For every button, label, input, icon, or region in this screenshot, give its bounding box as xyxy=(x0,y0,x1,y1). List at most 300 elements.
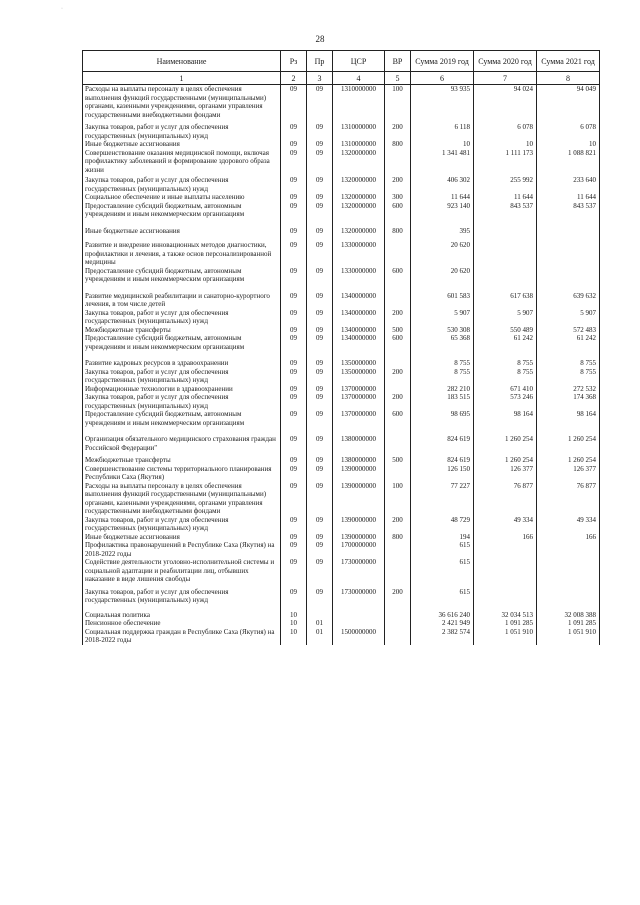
row-vr: 200 xyxy=(385,309,411,326)
row-name: Межбюджетные трансферты xyxy=(83,456,281,465)
column-index: 5 xyxy=(385,72,411,85)
table-row xyxy=(83,533,600,542)
row-vr xyxy=(385,611,411,620)
row-rz: 09 xyxy=(281,588,307,611)
row-sum-2020: 98 164 xyxy=(474,410,537,435)
row-sum-2020: 550 489 xyxy=(474,326,537,335)
row-rz: 09 xyxy=(281,368,307,385)
row-sum-2021: 1 260 254 xyxy=(537,435,600,456)
row-csr xyxy=(333,619,385,628)
row-csr: 1320000000 xyxy=(333,193,385,202)
row-vr: 600 xyxy=(385,267,411,292)
row-vr: 800 xyxy=(385,533,411,542)
row-vr xyxy=(385,619,411,628)
row-name: Совершенствование оказания медицинской помощи, включая профилактику заболеваний и формирование здорового образа жизни xyxy=(83,149,281,177)
table-row xyxy=(83,267,600,292)
row-pr: 09 xyxy=(307,541,333,558)
row-rz: 09 xyxy=(281,326,307,335)
row-sum-2019: 10 xyxy=(411,140,474,149)
row-csr: 1380000000 xyxy=(333,456,385,465)
row-rz: 09 xyxy=(281,176,307,193)
row-csr: 1320000000 xyxy=(333,227,385,242)
row-name: Совершенствование системы территориального планирования Республики Саха (Якутия) xyxy=(83,465,281,482)
row-sum-2019: 20 620 xyxy=(411,267,474,292)
row-csr: 1500000000 xyxy=(333,628,385,645)
row-rz: 10 xyxy=(281,628,307,645)
row-rz: 09 xyxy=(281,410,307,435)
table-row xyxy=(83,410,600,435)
row-vr xyxy=(385,292,411,309)
row-sum-2019: 183 515 xyxy=(411,393,474,410)
row-sum-2020: 617 638 xyxy=(474,292,537,309)
row-rz: 09 xyxy=(281,334,307,359)
row-sum-2020: 1 260 254 xyxy=(474,456,537,465)
row-pr: 09 xyxy=(307,393,333,410)
row-csr: 1330000000 xyxy=(333,241,385,267)
row-sum-2019: 194 xyxy=(411,533,474,542)
row-pr: 09 xyxy=(307,385,333,394)
row-name: Социальная политика xyxy=(83,611,281,620)
row-vr: 500 xyxy=(385,326,411,335)
row-sum-2021: 11 644 xyxy=(537,193,600,202)
row-vr: 200 xyxy=(385,393,411,410)
row-pr: 09 xyxy=(307,533,333,542)
table-row xyxy=(83,393,600,410)
row-vr xyxy=(385,465,411,482)
row-vr xyxy=(385,149,411,177)
table-row xyxy=(83,149,600,177)
table-row xyxy=(83,176,600,193)
row-csr: 1340000000 xyxy=(333,326,385,335)
row-rz: 10 xyxy=(281,619,307,628)
row-sum-2021: 174 368 xyxy=(537,393,600,410)
row-name: Организация обязательного медицинского страхования граждан Российской Федерации" xyxy=(83,435,281,456)
row-csr: 1310000000 xyxy=(333,140,385,149)
row-sum-2020: 166 xyxy=(474,533,537,542)
row-sum-2019: 282 210 xyxy=(411,385,474,394)
row-pr: 09 xyxy=(307,516,333,533)
row-csr: 1730000000 xyxy=(333,588,385,611)
row-sum-2021 xyxy=(537,267,600,292)
table-row xyxy=(83,385,600,394)
row-sum-2020 xyxy=(474,558,537,588)
row-sum-2020: 49 334 xyxy=(474,516,537,533)
row-csr: 1380000000 xyxy=(333,435,385,456)
row-csr: 1320000000 xyxy=(333,176,385,193)
row-sum-2020: 1 051 910 xyxy=(474,628,537,645)
row-name: Содействие деятельности уголовно-исполнительной системы и социальной адаптации и реабилитации лиц, отбывших наказание в виде лишения свободы xyxy=(83,558,281,588)
row-rz: 09 xyxy=(281,267,307,292)
row-vr xyxy=(385,385,411,394)
row-name: Закупка товаров, работ и услуг для обеспечения государственных (муниципальных) нужд xyxy=(83,368,281,385)
row-sum-2021: 32 008 388 xyxy=(537,611,600,620)
row-sum-2019: 395 xyxy=(411,227,474,242)
row-vr: 200 xyxy=(385,516,411,533)
table-row xyxy=(83,588,600,611)
table-row xyxy=(83,202,600,227)
row-name: Закупка товаров, работ и услуг для обеспечения государственных (муниципальных) нужд xyxy=(83,393,281,410)
row-sum-2020: 843 537 xyxy=(474,202,537,227)
row-rz: 09 xyxy=(281,393,307,410)
row-pr: 09 xyxy=(307,267,333,292)
row-name: Развитие медицинской реабилитации и санаторно-курортного лечения, в том числе детей xyxy=(83,292,281,309)
table-header-row xyxy=(83,51,600,72)
row-sum-2019: 5 907 xyxy=(411,309,474,326)
row-sum-2020: 76 877 xyxy=(474,482,537,516)
row-sum-2021: 272 532 xyxy=(537,385,600,394)
row-pr: 09 xyxy=(307,123,333,140)
table-row xyxy=(83,241,600,267)
row-sum-2019: 601 583 xyxy=(411,292,474,309)
row-rz: 09 xyxy=(281,85,307,124)
row-sum-2020: 5 907 xyxy=(474,309,537,326)
row-sum-2020: 61 242 xyxy=(474,334,537,359)
row-name: Закупка товаров, работ и услуг для обеспечения государственных (муниципальных) нужд xyxy=(83,588,281,611)
row-sum-2021: 8 755 xyxy=(537,368,600,385)
row-pr: 09 xyxy=(307,359,333,368)
row-csr: 1370000000 xyxy=(333,385,385,394)
row-csr: 1350000000 xyxy=(333,368,385,385)
budget-table xyxy=(82,50,600,645)
table-row xyxy=(83,326,600,335)
row-sum-2020 xyxy=(474,541,537,558)
row-name: Закупка товаров, работ и услуг для обеспечения государственных (муниципальных) нужд xyxy=(83,516,281,533)
row-sum-2021: 572 483 xyxy=(537,326,600,335)
row-rz: 09 xyxy=(281,149,307,177)
row-vr: 600 xyxy=(385,410,411,435)
row-sum-2021: 639 632 xyxy=(537,292,600,309)
row-name: Профилактика правонарушений в Республике Саха (Якутия) на 2018-2022 годы xyxy=(83,541,281,558)
row-pr: 09 xyxy=(307,368,333,385)
row-sum-2021: 1 091 285 xyxy=(537,619,600,628)
row-vr: 100 xyxy=(385,85,411,124)
row-sum-2021: 126 377 xyxy=(537,465,600,482)
row-pr xyxy=(307,611,333,620)
row-rz: 09 xyxy=(281,227,307,242)
table-row xyxy=(83,516,600,533)
row-sum-2019: 406 302 xyxy=(411,176,474,193)
row-name: Развитие и внедрение инновационных методов диагностики, профилактики и лечения, а также основ персонализированной медицины xyxy=(83,241,281,267)
row-rz: 09 xyxy=(281,309,307,326)
header-sum-2019: Сумма 2019 год xyxy=(411,51,474,72)
column-index: 4 xyxy=(333,72,385,85)
row-name: Развитие кадровых ресурсов в здравоохранении xyxy=(83,359,281,368)
row-csr: 1390000000 xyxy=(333,465,385,482)
row-sum-2020: 8 755 xyxy=(474,359,537,368)
column-index: 2 xyxy=(281,72,307,85)
row-name: Предоставление субсидий бюджетным, автономным учреждениям и иным некоммерческим организациям xyxy=(83,202,281,227)
table-row xyxy=(83,456,600,465)
table-row xyxy=(83,359,600,368)
row-pr: 09 xyxy=(307,326,333,335)
column-index-row xyxy=(83,72,600,85)
row-rz: 09 xyxy=(281,140,307,149)
table-row xyxy=(83,628,600,645)
column-index: 1 xyxy=(83,72,281,85)
row-rz: 09 xyxy=(281,385,307,394)
row-csr: 1390000000 xyxy=(333,482,385,516)
row-sum-2019: 615 xyxy=(411,541,474,558)
row-sum-2020: 6 078 xyxy=(474,123,537,140)
scan-artifact: · xyxy=(61,6,63,12)
row-name: Закупка товаров, работ и услуг для обеспечения государственных (муниципальных) нужд xyxy=(83,176,281,193)
table-row xyxy=(83,123,600,140)
row-pr: 09 xyxy=(307,227,333,242)
table-row xyxy=(83,85,600,124)
row-sum-2019: 65 368 xyxy=(411,334,474,359)
row-sum-2020: 255 992 xyxy=(474,176,537,193)
row-pr: 09 xyxy=(307,85,333,124)
row-csr: 1330000000 xyxy=(333,267,385,292)
row-vr: 200 xyxy=(385,588,411,611)
header-csr: ЦСР xyxy=(333,51,385,72)
row-csr xyxy=(333,611,385,620)
row-vr: 800 xyxy=(385,227,411,242)
row-csr: 1730000000 xyxy=(333,558,385,588)
row-sum-2020: 671 410 xyxy=(474,385,537,394)
table-row xyxy=(83,465,600,482)
row-rz: 09 xyxy=(281,465,307,482)
row-name: Закупка товаров, работ и услуг для обеспечения государственных (муниципальных) нужд xyxy=(83,123,281,140)
row-sum-2020 xyxy=(474,588,537,611)
row-rz: 09 xyxy=(281,541,307,558)
row-sum-2019: 824 619 xyxy=(411,435,474,456)
row-vr: 100 xyxy=(385,482,411,516)
row-sum-2021: 166 xyxy=(537,533,600,542)
header-sum-2021: Сумма 2021 год xyxy=(537,51,600,72)
row-vr xyxy=(385,359,411,368)
row-pr: 09 xyxy=(307,588,333,611)
column-index: 3 xyxy=(307,72,333,85)
row-csr: 1340000000 xyxy=(333,292,385,309)
row-name: Предоставление субсидий бюджетным, автономным учреждениям и иным некоммерческим организациям xyxy=(83,334,281,359)
row-csr: 1390000000 xyxy=(333,533,385,542)
row-name: Предоставление субсидий бюджетным, автономным учреждениям и иным некоммерческим организациям xyxy=(83,267,281,292)
row-csr: 1370000000 xyxy=(333,393,385,410)
row-pr: 09 xyxy=(307,410,333,435)
column-index: 6 xyxy=(411,72,474,85)
row-sum-2020: 1 111 173 xyxy=(474,149,537,177)
row-pr: 09 xyxy=(307,465,333,482)
row-sum-2019: 615 xyxy=(411,558,474,588)
table-row xyxy=(83,193,600,202)
row-sum-2021: 61 242 xyxy=(537,334,600,359)
row-sum-2019: 77 227 xyxy=(411,482,474,516)
table-row xyxy=(83,334,600,359)
row-sum-2020 xyxy=(474,267,537,292)
column-index: 8 xyxy=(537,72,600,85)
row-rz: 09 xyxy=(281,482,307,516)
row-csr: 1340000000 xyxy=(333,309,385,326)
row-sum-2021 xyxy=(537,241,600,267)
row-pr: 09 xyxy=(307,292,333,309)
row-sum-2019: 824 619 xyxy=(411,456,474,465)
row-sum-2019: 6 118 xyxy=(411,123,474,140)
row-vr: 600 xyxy=(385,334,411,359)
row-pr: 09 xyxy=(307,202,333,227)
header-sum-2020: Сумма 2020 год xyxy=(474,51,537,72)
row-csr: 1340000000 xyxy=(333,334,385,359)
row-pr: 09 xyxy=(307,558,333,588)
row-sum-2021: 8 755 xyxy=(537,359,600,368)
row-pr: 09 xyxy=(307,435,333,456)
row-sum-2021: 5 907 xyxy=(537,309,600,326)
row-sum-2019: 2 382 574 xyxy=(411,628,474,645)
row-pr: 09 xyxy=(307,176,333,193)
row-name: Расходы на выплаты персоналу в целях обеспечения выполнения функций государственными (муниципальными) органами, казенными учреждениями, органами управления государственными внебюджетными фондами xyxy=(83,85,281,124)
table-row xyxy=(83,482,600,516)
table-row xyxy=(83,227,600,242)
row-sum-2019: 126 150 xyxy=(411,465,474,482)
row-name: Закупка товаров, работ и услуг для обеспечения государственных (муниципальных) нужд xyxy=(83,309,281,326)
row-name: Информационные технологии в здравоохранении xyxy=(83,385,281,394)
row-rz: 09 xyxy=(281,533,307,542)
row-sum-2019: 98 695 xyxy=(411,410,474,435)
table-row xyxy=(83,140,600,149)
row-sum-2021: 76 877 xyxy=(537,482,600,516)
row-sum-2019: 20 620 xyxy=(411,241,474,267)
row-sum-2020: 8 755 xyxy=(474,368,537,385)
row-sum-2019: 615 xyxy=(411,588,474,611)
row-sum-2021: 10 xyxy=(537,140,600,149)
row-csr: 1700000000 xyxy=(333,541,385,558)
table-row xyxy=(83,368,600,385)
row-name: Иные бюджетные ассигнования xyxy=(83,227,281,242)
row-sum-2020: 94 024 xyxy=(474,85,537,124)
row-vr: 200 xyxy=(385,123,411,140)
row-sum-2021: 49 334 xyxy=(537,516,600,533)
header-vr: ВР xyxy=(385,51,411,72)
row-vr: 800 xyxy=(385,140,411,149)
row-rz: 09 xyxy=(281,193,307,202)
row-name: Иные бюджетные ассигнования xyxy=(83,140,281,149)
row-sum-2019: 93 935 xyxy=(411,85,474,124)
row-pr: 09 xyxy=(307,309,333,326)
row-sum-2020 xyxy=(474,241,537,267)
row-rz: 09 xyxy=(281,456,307,465)
row-csr: 1320000000 xyxy=(333,202,385,227)
row-name: Предоставление субсидий бюджетным, автономным учреждениям и иным некоммерческим организациям xyxy=(83,410,281,435)
row-sum-2021: 98 164 xyxy=(537,410,600,435)
row-pr: 09 xyxy=(307,456,333,465)
row-csr: 1350000000 xyxy=(333,359,385,368)
row-csr: 1390000000 xyxy=(333,516,385,533)
row-rz: 09 xyxy=(281,558,307,588)
row-csr: 1370000000 xyxy=(333,410,385,435)
row-pr: 01 xyxy=(307,628,333,645)
table-row xyxy=(83,292,600,309)
row-sum-2019: 2 421 949 xyxy=(411,619,474,628)
row-pr: 09 xyxy=(307,140,333,149)
row-sum-2021: 1 051 910 xyxy=(537,628,600,645)
row-pr: 09 xyxy=(307,334,333,359)
row-sum-2021: 94 049 xyxy=(537,85,600,124)
row-sum-2021: 6 078 xyxy=(537,123,600,140)
row-pr: 09 xyxy=(307,482,333,516)
row-sum-2021: 1 260 254 xyxy=(537,456,600,465)
row-rz: 10 xyxy=(281,611,307,620)
table-body xyxy=(83,85,600,645)
header-pr: Пр xyxy=(307,51,333,72)
row-sum-2021 xyxy=(537,227,600,242)
row-pr: 09 xyxy=(307,241,333,267)
table-row xyxy=(83,435,600,456)
row-rz: 09 xyxy=(281,292,307,309)
row-pr: 09 xyxy=(307,149,333,177)
row-sum-2020: 1 260 254 xyxy=(474,435,537,456)
row-pr: 01 xyxy=(307,619,333,628)
row-sum-2019: 530 308 xyxy=(411,326,474,335)
row-sum-2020: 1 091 285 xyxy=(474,619,537,628)
row-rz: 09 xyxy=(281,202,307,227)
row-sum-2019: 8 755 xyxy=(411,359,474,368)
row-rz: 09 xyxy=(281,123,307,140)
row-vr xyxy=(385,558,411,588)
row-vr xyxy=(385,628,411,645)
row-csr: 1310000000 xyxy=(333,85,385,124)
page-number: 28 xyxy=(315,34,325,44)
row-vr xyxy=(385,241,411,267)
row-sum-2020: 32 034 513 xyxy=(474,611,537,620)
row-rz: 09 xyxy=(281,241,307,267)
table-row xyxy=(83,558,600,588)
row-sum-2019: 1 341 481 xyxy=(411,149,474,177)
row-vr: 300 xyxy=(385,193,411,202)
row-sum-2019: 8 755 xyxy=(411,368,474,385)
table-row xyxy=(83,611,600,620)
row-vr: 500 xyxy=(385,456,411,465)
row-name: Социальное обеспечение и иные выплаты населению xyxy=(83,193,281,202)
row-rz: 09 xyxy=(281,435,307,456)
row-sum-2019: 36 616 240 xyxy=(411,611,474,620)
row-sum-2019: 48 729 xyxy=(411,516,474,533)
row-rz: 09 xyxy=(281,359,307,368)
row-name: Расходы на выплаты персоналу в целях обеспечения выполнения функций государственными (муниципальными) органами, казенными учреждениями, органами управления государственными внебюджетными фондами xyxy=(83,482,281,516)
row-sum-2020: 10 xyxy=(474,140,537,149)
column-index: 7 xyxy=(474,72,537,85)
table-row xyxy=(83,541,600,558)
row-sum-2020: 573 246 xyxy=(474,393,537,410)
row-sum-2020 xyxy=(474,227,537,242)
row-sum-2021: 843 537 xyxy=(537,202,600,227)
row-name: Социальная поддержка граждан в Республике Саха (Якутия) на 2018-2022 годы xyxy=(83,628,281,645)
row-vr xyxy=(385,435,411,456)
row-name: Пенсионное обеспечение xyxy=(83,619,281,628)
row-sum-2021 xyxy=(537,558,600,588)
row-sum-2021: 1 088 821 xyxy=(537,149,600,177)
row-sum-2021: 233 640 xyxy=(537,176,600,193)
row-sum-2021 xyxy=(537,588,600,611)
row-sum-2019: 11 644 xyxy=(411,193,474,202)
table-row xyxy=(83,309,600,326)
row-rz: 09 xyxy=(281,516,307,533)
row-sum-2020: 11 644 xyxy=(474,193,537,202)
row-name: Иные бюджетные ассигнования xyxy=(83,533,281,542)
row-vr: 600 xyxy=(385,202,411,227)
row-sum-2019: 923 140 xyxy=(411,202,474,227)
row-vr: 200 xyxy=(385,368,411,385)
row-sum-2021 xyxy=(537,541,600,558)
row-pr: 09 xyxy=(307,193,333,202)
row-csr: 1310000000 xyxy=(333,123,385,140)
row-csr: 1320000000 xyxy=(333,149,385,177)
row-name: Межбюджетные трансферты xyxy=(83,326,281,335)
header-rz: Рз xyxy=(281,51,307,72)
row-vr xyxy=(385,541,411,558)
row-vr: 200 xyxy=(385,176,411,193)
table-row xyxy=(83,619,600,628)
row-sum-2020: 126 377 xyxy=(474,465,537,482)
